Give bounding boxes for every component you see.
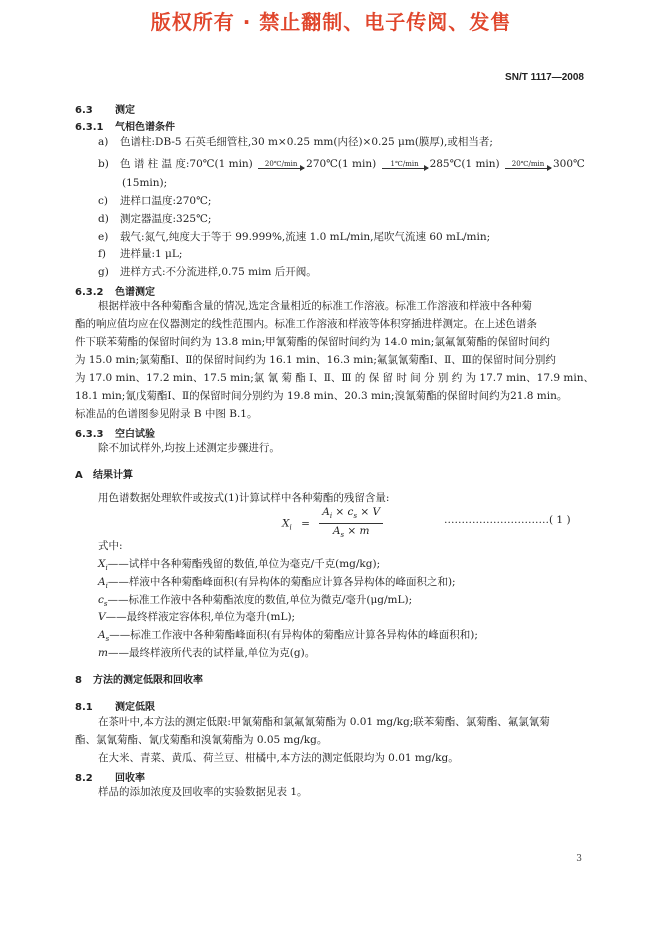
variable-definition: m——最终样液所代表的试样量,单位为克(g)。 bbox=[98, 647, 316, 659]
item-text: 进样方式:不分流进样,0.75 mim 后开阀。 bbox=[120, 266, 317, 278]
section-number: 6.3.1 bbox=[75, 122, 104, 133]
page-number: 3 bbox=[576, 854, 582, 864]
item-text: 进样口温度:270℃; bbox=[120, 195, 212, 207]
item-label: g) bbox=[98, 266, 109, 278]
item-label: a) bbox=[98, 136, 109, 148]
paragraph-line: 在茶叶中,本方法的测定低限:甲氰菊酯和氯氟氰菊酯为 0.01 mg/kg;联苯菊酯、氯菊酯、氟氯氰菊 bbox=[98, 716, 550, 728]
paragraph-line: 样品的添加浓度及回收率的实验数据见表 1。 bbox=[98, 786, 308, 798]
formula-denominator: $A_s \times m$ bbox=[332, 525, 370, 540]
section-number: 8.2 bbox=[75, 773, 93, 784]
item-text: 测定器温度:325℃; bbox=[120, 213, 212, 225]
gc-item-b bbox=[98, 155, 585, 173]
variable-definition: $c_s——$标准工作液中各种菊酯浓度的数值,单位为微克/毫升(μg/mL); bbox=[98, 594, 413, 609]
standard-number: SN/T 1117—2008 bbox=[505, 72, 584, 83]
ramp-rate: 20℃/min bbox=[511, 159, 545, 168]
section-title: 气相色谱条件 bbox=[115, 122, 175, 133]
paragraph-line: 标准品的色谱图参见附录 B 中图 B.1。 bbox=[75, 408, 258, 420]
item-label: b) bbox=[98, 158, 109, 170]
equation-number: …………………………( 1 ) bbox=[444, 514, 571, 526]
gc-item-d bbox=[98, 210, 211, 228]
gc-item-e bbox=[98, 228, 490, 246]
formula-numerator: $A_i \times c_s \times V$ bbox=[319, 505, 383, 524]
section-8-2-heading bbox=[75, 769, 145, 784]
section-8-heading bbox=[75, 671, 203, 686]
section-6-3-1-heading bbox=[75, 118, 175, 133]
gc-item-c bbox=[98, 192, 211, 210]
item-text: 色谱柱:DB-5 石英毛细管柱,30 m×0.25 mm(内径)×0.25 μm(膜厚),或相当者; bbox=[120, 136, 493, 148]
paragraph-line: 酯、氯氰菊酯、氰戊菊酯和溴氰菊酯为 0.05 mg/kg。 bbox=[75, 734, 328, 746]
item-text: 载气:氮气,纯度大于等于 99.999%,流速 1.0 mL/min,尾吹气流速 60 mL/min; bbox=[120, 231, 491, 243]
section-title: 测定低限 bbox=[115, 702, 155, 713]
formula-lhs: X bbox=[282, 517, 290, 530]
gc-item-a bbox=[98, 133, 493, 151]
formula-equals: = bbox=[301, 517, 310, 530]
item-text: 色 谱 柱 温 度:70℃(1 min) bbox=[120, 158, 253, 170]
paragraph-line: 为 17.0 min、17.2 min、17.5 min;氯 氰 菊 酯 Ⅰ、Ⅱ、Ⅲ 的 保 留 时 间 分 别 约 为 17.7 min、17.9 min、 bbox=[75, 372, 594, 384]
item-label: e) bbox=[98, 231, 109, 243]
ramp-arrow-1 bbox=[258, 160, 304, 169]
variable-definition: $A_i——$样液中各种菊酯峰面积(有异构体的菊酯应计算各异构体的峰面积之和); bbox=[98, 576, 456, 591]
item-text: 进样量:1 μL; bbox=[120, 248, 183, 260]
ramp-step: 300℃ bbox=[552, 158, 585, 170]
section-number: 8.1 bbox=[75, 702, 93, 713]
paragraph-line: 根据样液中各种菊酯含量的情况,选定含量相近的标准工作溶液。标准工作溶液和样液中各种菊 bbox=[98, 300, 532, 312]
variable-definition: V——最终样液定容体积,单位为毫升(mL); bbox=[98, 611, 296, 623]
section-title: 方法的测定低限和回收率 bbox=[93, 675, 203, 686]
gc-item-b-cont: (15min); bbox=[122, 177, 168, 189]
formula bbox=[282, 505, 383, 542]
ramp-arrow-3 bbox=[505, 160, 551, 169]
section-title: 测定 bbox=[115, 105, 135, 116]
item-label: c) bbox=[98, 195, 108, 207]
ramp-rate: 20℃/min bbox=[264, 159, 298, 168]
variable-definition: $A_s——$标准工作液中各种菊酯峰面积(有异构体的菊酯应计算各异构体的峰面积和); bbox=[98, 629, 478, 644]
paragraph-line: 件下联苯菊酯的保留时间约为 13.8 min;甲氰菊酯的保留时间约为 14.0 min;氯氟氰菊酯的保留时间约 bbox=[75, 336, 550, 348]
section-6-3-heading bbox=[75, 101, 135, 116]
paragraph-line: 除不加试样外,均按上述测定步骤进行。 bbox=[98, 442, 280, 454]
section-title: 回收率 bbox=[115, 773, 145, 784]
paragraph-line: 用色谱数据处理软件或按式(1)计算试样中各种菊酯的残留含量: bbox=[98, 492, 390, 504]
paragraph-line: 18.1 min;氰戊菊酯Ⅰ、Ⅱ的保留时间分别约为 19.8 min、20.3 min;溴氰菊酯的保留时间约为21.8 min。 bbox=[75, 390, 568, 402]
section-8-1-heading bbox=[75, 698, 155, 713]
section-6-3-3-heading bbox=[75, 425, 155, 440]
formula-fraction bbox=[319, 505, 383, 542]
formula-lhs-sub: i bbox=[289, 523, 292, 532]
gc-item-f bbox=[98, 245, 182, 263]
section-7-heading bbox=[75, 466, 133, 481]
section-title: 空白试验 bbox=[115, 429, 155, 440]
ramp-rate: 1℃/min bbox=[390, 159, 419, 168]
paragraph-line: 在大米、青菜、黄瓜、荷兰豆、柑橘中,本方法的测定低限均为 0.01 mg/kg。 bbox=[98, 752, 459, 764]
section-number: 6.3.3 bbox=[75, 429, 104, 440]
section-title: 色谱测定 bbox=[115, 287, 155, 298]
section-number: 8 bbox=[75, 675, 82, 686]
section-title: 结果计算 bbox=[93, 470, 133, 481]
gc-item-g bbox=[98, 263, 317, 281]
copyright-banner: 版权所有 · 禁止翻制、电子传阅、发售 bbox=[150, 10, 512, 34]
ramp-arrow-2 bbox=[382, 160, 428, 169]
ramp-step: 285℃(1 min) bbox=[429, 158, 500, 170]
section-number: A bbox=[75, 470, 83, 481]
variable-definition: $X_i——$试样中各种菊酯残留的数值,单位为毫克/千克(mg/kg); bbox=[98, 558, 381, 573]
section-number: 6.3.2 bbox=[75, 287, 104, 298]
paragraph-line: 为 15.0 min;氯菊酯Ⅰ、Ⅱ的保留时间约为 16.1 min、16.3 min;氟氯氰菊酯Ⅰ、Ⅱ、Ⅲ的保留时间分别约 bbox=[75, 354, 556, 366]
item-label: f) bbox=[98, 248, 106, 260]
item-label: d) bbox=[98, 213, 109, 225]
ramp-step: 270℃(1 min) bbox=[306, 158, 377, 170]
paragraph-line: 酯的响应值均应在仪器测定的线性范围内。标准工作溶液和样液等体积穿插进样测定。在上述色谱条 bbox=[75, 318, 537, 330]
section-6-3-2-heading bbox=[75, 283, 155, 298]
where-label: 式中: bbox=[98, 540, 123, 552]
section-number: 6.3 bbox=[75, 105, 93, 116]
